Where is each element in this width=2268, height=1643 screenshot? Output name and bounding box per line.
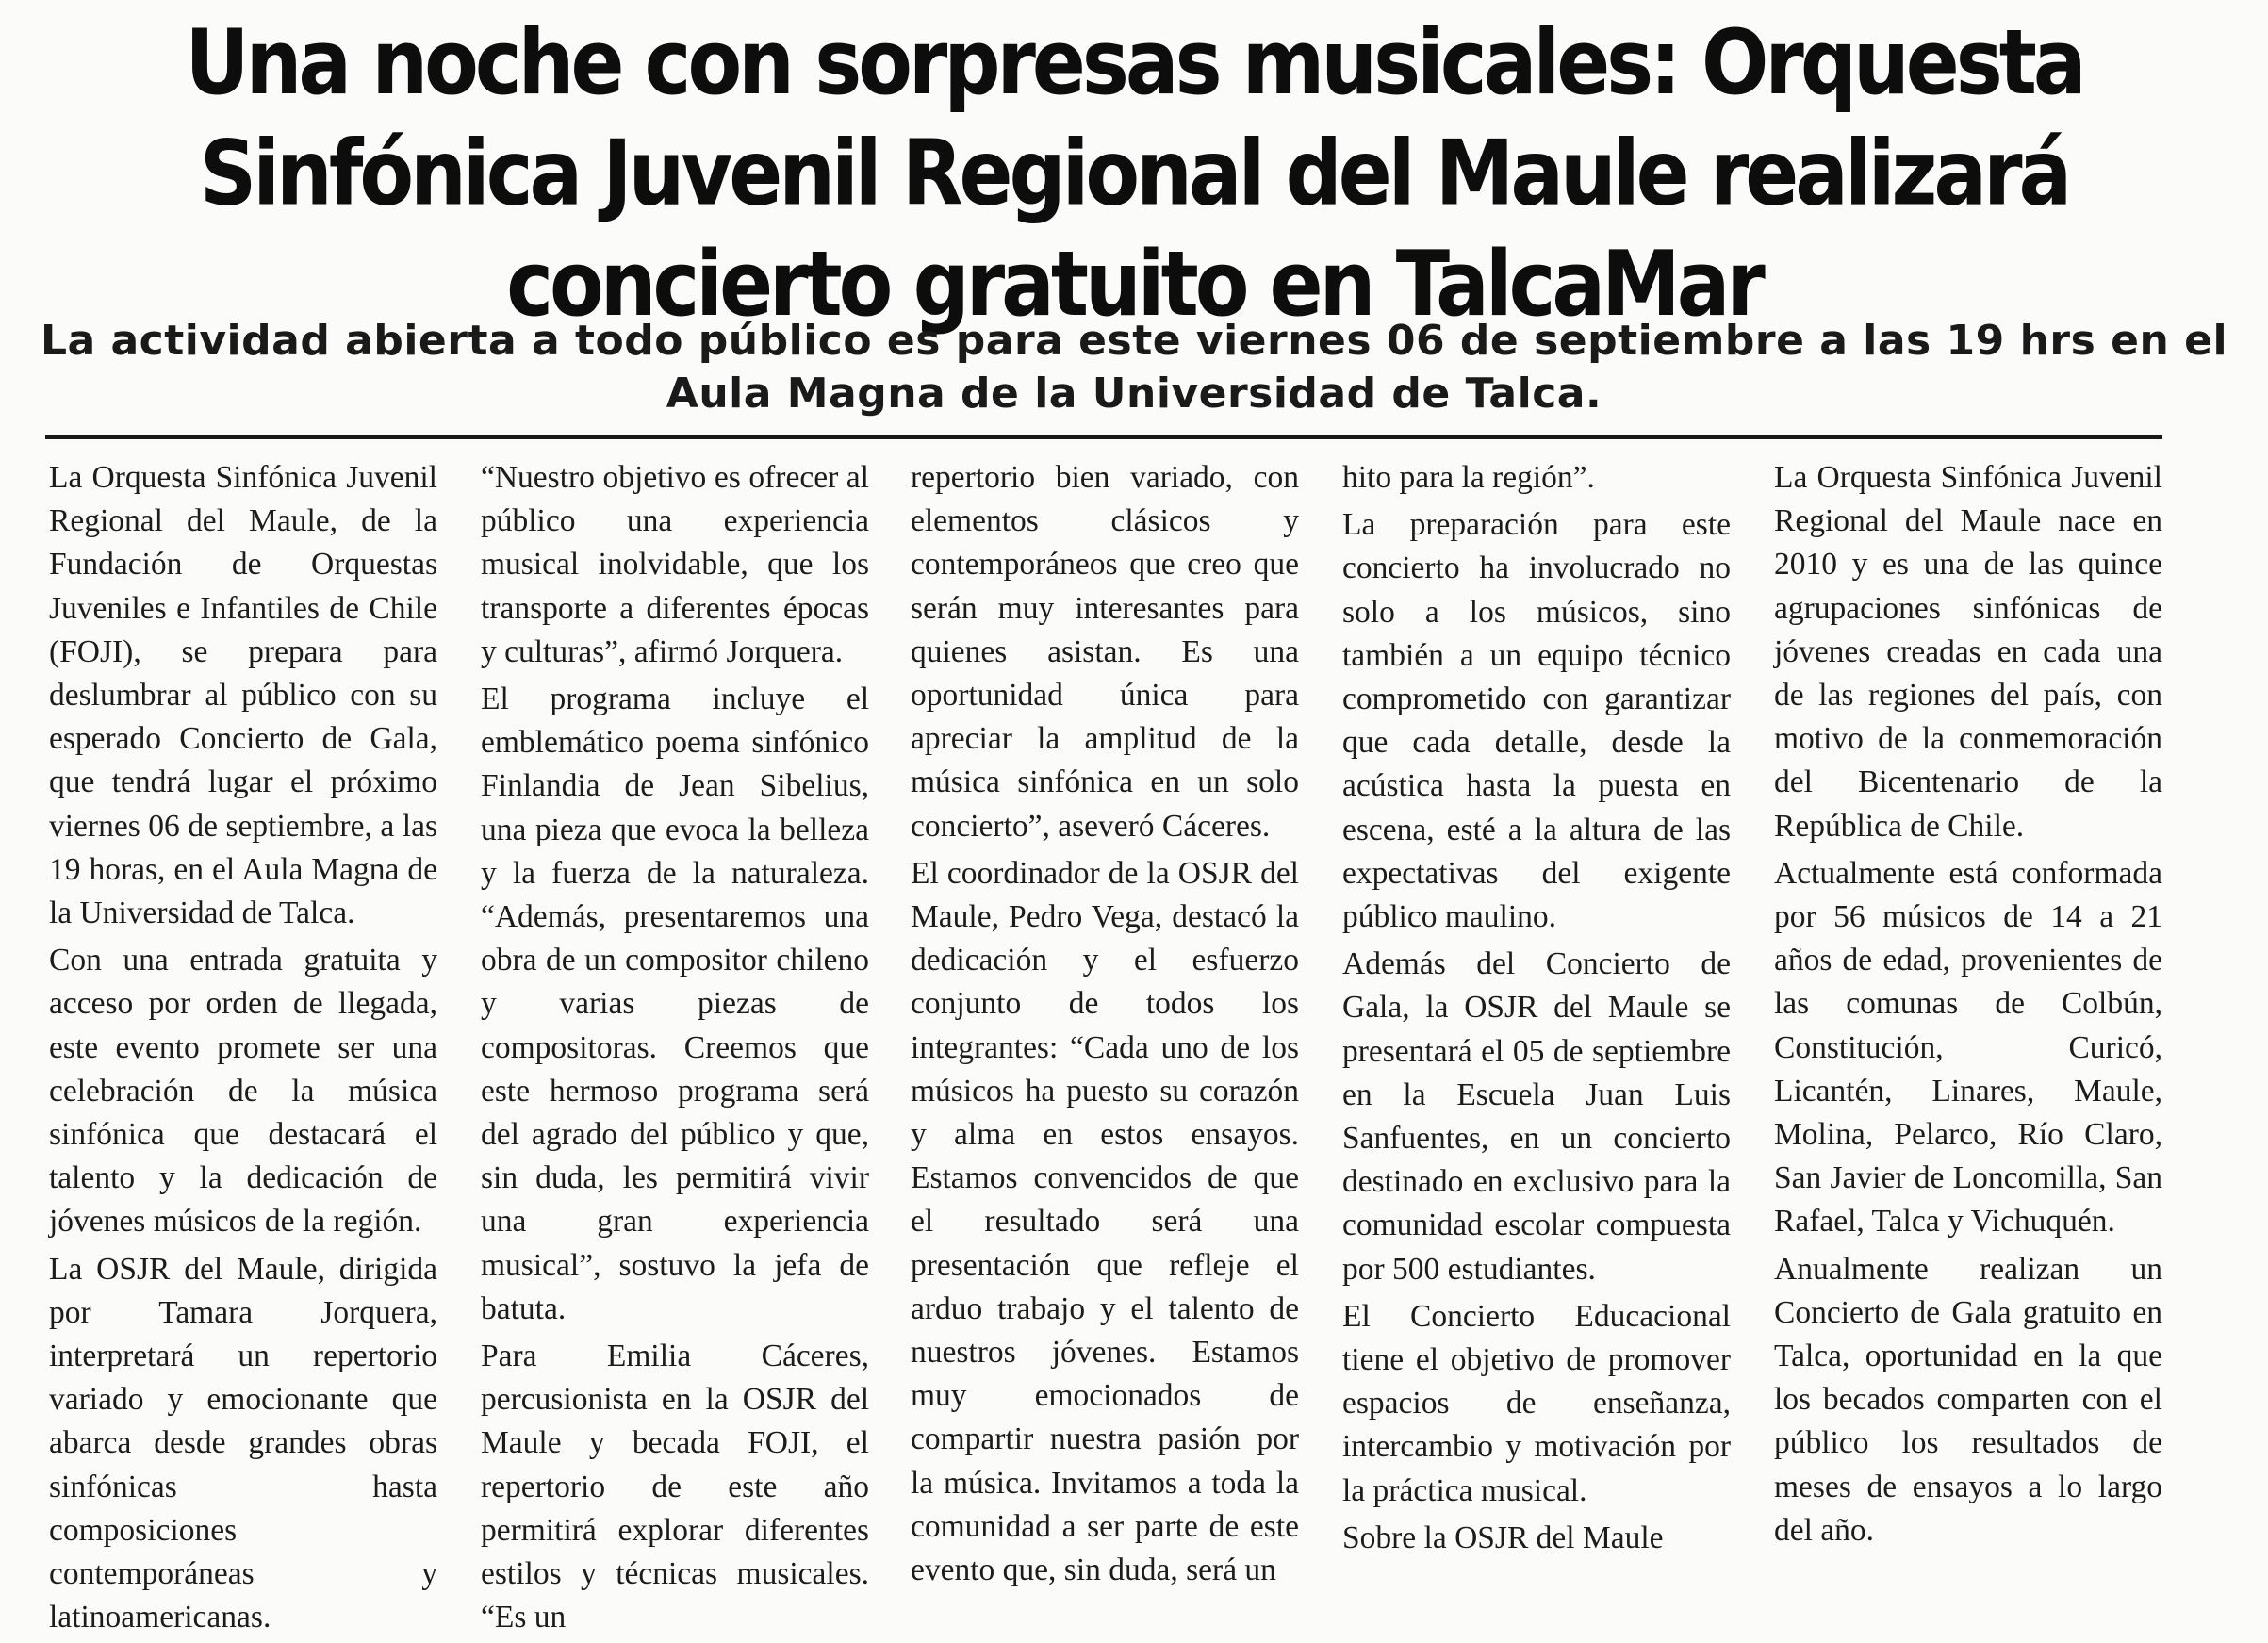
paragraph: El programa incluye el emblemático poema sinfónico Finlandia de Jean Sibelius, una pieza que evoca la belleza y la fuerza de la naturaleza. “Además, presentaremos una obra de un compositor chileno y varias piezas de compositoras. Creemos que este hermoso programa será del agrado del público y que, sin duda, les permitirá vivir una gran experiencia musical”, sostuvo la jefa de batuta. <box>481 682 869 1326</box>
paragraph: hito para la región”. <box>1342 460 1595 495</box>
paragraph: La preparación para este concierto ha involucrado no solo a los músicos, sino también a un equipo técnico comprometido con garantizar que cada detalle, desde la acústica hasta la puesta en escena, esté a la altura de las expectativas del exigente público maulino. <box>1342 507 1731 935</box>
text-column-4 <box>1342 456 1731 1564</box>
paragraph: Para Emilia Cáceres, percusionista en la OSJR del Maule y becada FOJI, el repertorio de este año permitirá explorar diferentes estilos y técnicas musicales. “Es un <box>481 1339 869 1635</box>
paragraph: Además del Concierto de Gala, la OSJR del Maule se presentará el 05 de septiembre en la Escuela Juan Luis Sanfuentes, en un concierto destinado en exclusivo para la comunidad escolar compuesta por 500 estudiantes. <box>1342 946 1731 1287</box>
paragraph: Anualmente realizan un Concierto de Gala gratuito en Talca, oportunidad en la que los becados comparten con el público los resultados de meses de ensayos a lo largo del año. <box>1774 1251 2162 1548</box>
article-headline: Una noche con sorpresas musicales: Orquesta Sinfónica Juvenil Regional del Maule realizará concierto gratuito en TalcaMar <box>185 9 2083 337</box>
text-column-3 <box>911 456 1299 1596</box>
text-column-2 <box>481 456 869 1643</box>
paragraph: Con una entrada gratuita y acceso por orden de llegada, este evento promete ser una celebración de la música sinfónica que destacará el talento y la dedicación de jóvenes músicos de la región. <box>49 943 437 1240</box>
paragraph: El Concierto Educacional tiene el objetivo de promover espacios de enseñanza, intercambio y motivación por la práctica musical. <box>1342 1298 1731 1508</box>
section-subheading: Sobre la OSJR del Maule <box>1342 1520 1664 1555</box>
article-subheadline: La actividad abierta a todo público es para este viernes 06 de septiembre a las 19 hrs en el Aula Magna de la Universidad de Talca. <box>40 317 2228 418</box>
paragraph: La Orquesta Sinfónica Juvenil Regional del Maule, de la Fundación de Orquestas Juveniles e Infantiles de Chile (FOJI), se prepara para deslumbrar al público con su esperado Concierto de Gala, que tendrá lugar el próximo viernes 06 de septiembre, a las 19 horas, en el Aula Magna de la Universidad de Talca. <box>49 460 437 931</box>
paragraph: La OSJR del Maule, dirigida por Tamara Jorquera, interpretará un repertorio variado y emocionante que abarca desde grandes obras sinfónicas hasta composiciones contemporáneas y latinoamericanas. <box>49 1251 437 1635</box>
text-column-1 <box>49 456 437 1643</box>
paragraph: Actualmente está conformada por 56 músicos de 14 a 21 años de edad, provenientes de las comunas de Colbún, Constitución, Curicó, Licantén, Linares, Maule, Molina, Pelarco, Río Claro, San Javier de Loncomilla, San Rafael, Talca y Vichuquén. <box>1774 855 2162 1240</box>
paragraph: La Orquesta Sinfónica Juvenil Regional del Maule nace en 2010 y es una de las quince agrupaciones sinfónicas de jóvenes creadas en cada una de las regiones del país, con motivo de la conmemoración del Bicentenario de la República de Chile. <box>1774 460 2162 844</box>
paragraph: repertorio bien variado, con elementos clásicos y contemporáneos que creo que serán muy interesantes para quienes asistan. Es una oportunidad única para apreciar la amplitud de la música sinfónica en un solo concierto”, aseveró Cáceres. <box>911 460 1299 844</box>
header-divider <box>45 435 2162 439</box>
text-column-5 <box>1774 456 2162 1556</box>
paragraph: El coordinador de la OSJR del Maule, Pedro Vega, destacó la dedicación y el esfuerzo conjunto de todos los integrantes: “Cada uno de los músicos ha puesto su corazón y alma en estos ensayos. Estamos convencidos de que el resultado será una presentación que refleje el arduo trabajo y el talento de nuestros jóvenes. Estamos muy emocionados de compartir nuestra pasión por la música. Invitamos a toda la comunidad a ser parte de este evento que, sin duda, será un <box>911 855 1299 1588</box>
paragraph: “Nuestro objetivo es ofrecer al público una experiencia musical inolvidable, que los transporte a diferentes épocas y culturas”, afirmó Jorquera. <box>481 460 869 669</box>
